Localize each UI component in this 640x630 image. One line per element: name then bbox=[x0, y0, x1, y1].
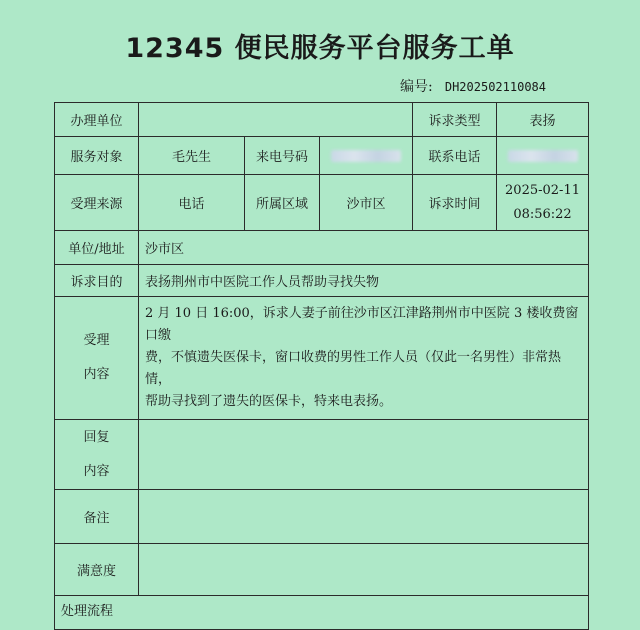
unit-label: 办理单位 bbox=[55, 103, 139, 137]
type-label: 诉求类型 bbox=[413, 103, 497, 137]
flow-label: 处理流程 bbox=[55, 596, 589, 630]
reply-label-line-1: 回复 bbox=[83, 429, 110, 445]
content-line-3: 帮助寻找到了遗失的医保卡，特来电表扬。 bbox=[145, 394, 393, 409]
content-value bbox=[139, 297, 589, 420]
table-row bbox=[55, 265, 589, 297]
area-label: 所属区域 bbox=[245, 175, 320, 231]
content-label-line-1: 受理 bbox=[83, 333, 110, 348]
target-label: 服务对象 bbox=[55, 137, 139, 175]
table-row bbox=[55, 490, 589, 544]
table-row bbox=[55, 420, 589, 490]
page-title: 12345 便民服务平台服务工单 bbox=[125, 33, 515, 64]
source-label: 受理来源 bbox=[55, 175, 139, 231]
content-label-line-2: 内容 bbox=[83, 367, 110, 382]
redacted-phone bbox=[331, 150, 401, 162]
phone-value-redacted bbox=[320, 137, 413, 175]
unit-value bbox=[139, 103, 413, 137]
order-number bbox=[400, 76, 546, 96]
table-row bbox=[55, 297, 589, 420]
contact-label: 联系电话 bbox=[413, 137, 497, 175]
reply-value bbox=[139, 420, 589, 490]
content-label bbox=[55, 297, 139, 420]
source-value: 电话 bbox=[139, 175, 245, 231]
purpose-value: 表扬荆州市中医院工作人员帮助寻找失物 bbox=[139, 265, 589, 297]
order-number-label: 编号: bbox=[400, 79, 433, 95]
content-line-2: 费，不慎遗失医保卡，窗口收费的男性工作人员（仅此一名男性）非常热情， bbox=[145, 350, 562, 387]
time-label: 诉求时间 bbox=[413, 175, 497, 231]
time-value bbox=[497, 175, 589, 231]
order-number-value: DH202502110084 bbox=[444, 80, 547, 94]
phone-label: 来电号码 bbox=[245, 137, 320, 175]
remark-value bbox=[139, 490, 589, 544]
contact-value-redacted bbox=[497, 137, 589, 175]
purpose-label: 诉求目的 bbox=[55, 265, 139, 297]
table-row bbox=[55, 231, 589, 265]
reply-label-line-2: 内容 bbox=[83, 463, 110, 479]
area-value: 沙市区 bbox=[320, 175, 413, 231]
satisfaction-value bbox=[139, 544, 589, 596]
work-order-table bbox=[54, 102, 589, 630]
table-row bbox=[55, 103, 589, 137]
target-value: 毛先生 bbox=[139, 137, 245, 175]
table-row bbox=[55, 175, 589, 231]
redacted-contact bbox=[508, 150, 578, 162]
satisfaction-label: 满意度 bbox=[55, 544, 139, 596]
type-value: 表扬 bbox=[497, 103, 589, 137]
address-value: 沙市区 bbox=[139, 231, 589, 265]
table-row bbox=[55, 596, 589, 630]
time-clock: 08:56:22 bbox=[513, 206, 572, 222]
content-line-1: 2 月 10 日 16:00，诉求人妻子前往沙市区江津路荆州市中医院 3 楼收费窗口缴 bbox=[145, 306, 579, 343]
address-label: 单位/地址 bbox=[55, 231, 139, 265]
table-row bbox=[55, 544, 589, 596]
remark-label: 备注 bbox=[55, 490, 139, 544]
time-date: 2025-02-11 bbox=[505, 182, 580, 198]
reply-label bbox=[55, 420, 139, 490]
table-row bbox=[55, 137, 589, 175]
